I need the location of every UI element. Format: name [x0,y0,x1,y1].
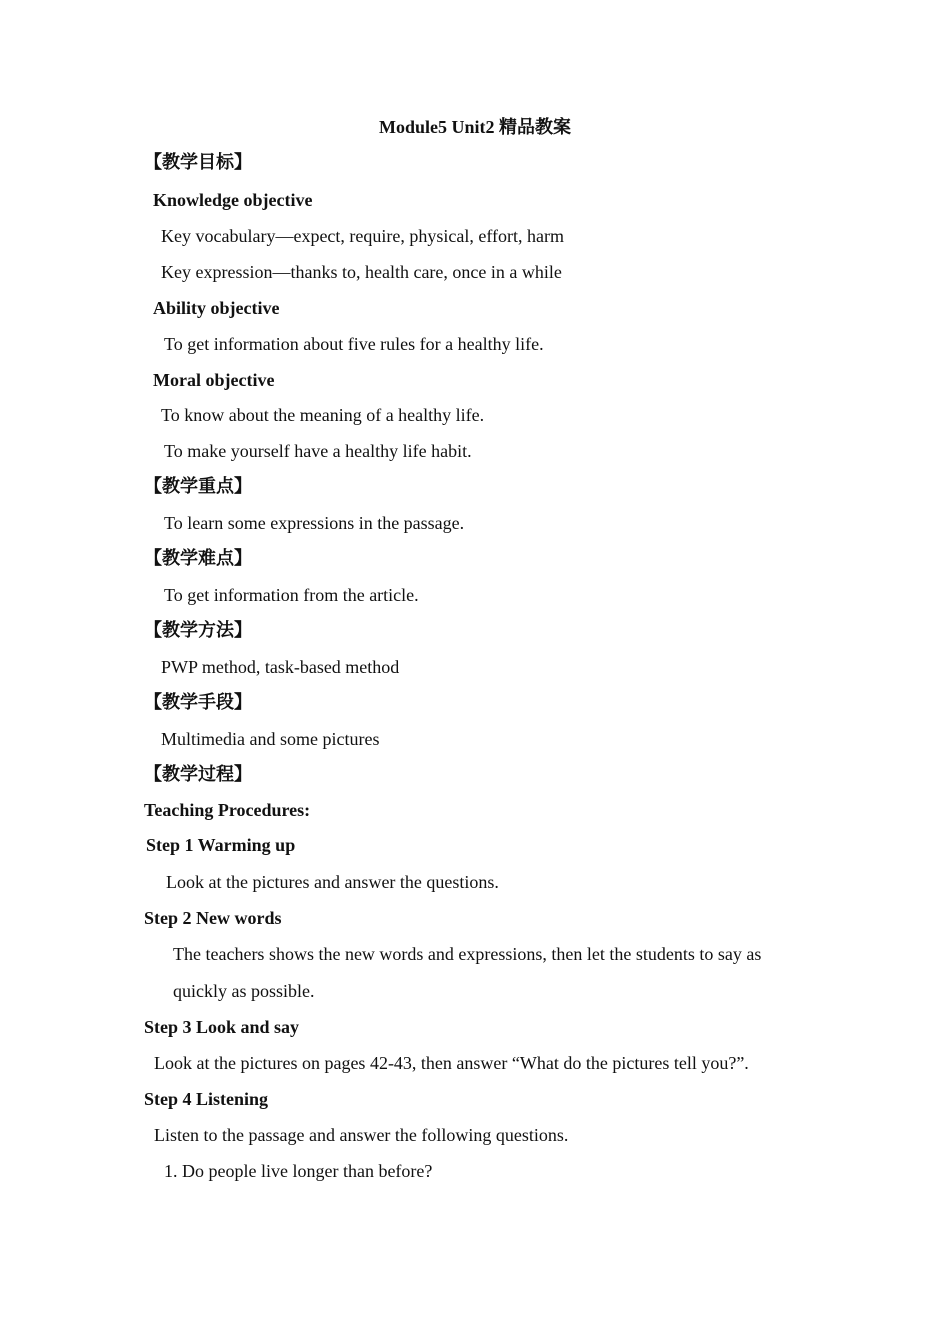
document-title: Module5 Unit2 精品教案 [378,117,571,137]
difficulties-text: To get information from the article. [164,585,419,605]
step-1-text: Look at the pictures and answer the questions. [166,872,499,892]
step-4-text: Listen to the passage and answer the following questions. [154,1125,569,1145]
knowledge-objective-heading: Knowledge objective [153,190,313,210]
ability-objective-text: To get information about five rules for a healthy life. [164,334,544,354]
knowledge-vocabulary: Key vocabulary—expect, require, physical, effort, harm [161,226,565,246]
difficulties-heading: 【教学难点】 [144,548,252,569]
methods-heading: 【教学方法】 [144,620,252,641]
ability-objective-heading: Ability objective [153,298,280,318]
teaching-aids-heading: 【教学手段】 [144,692,252,713]
moral-objective-text-1: To know about the meaning of a healthy life. [161,405,485,425]
teaching-procedures-heading: Teaching Procedures: [144,800,311,820]
step-2-text-line-1: The teachers shows the new words and expressions, then let the students to say as [173,944,762,964]
methods-text: PWP method, task-based method [161,657,400,677]
key-points-heading: 【教学重点】 [144,476,252,497]
step-2-heading: Step 2 New words [144,908,282,928]
step-3-text: Look at the pictures on pages 42-43, then answer “What do the pictures tell you?”. [154,1053,749,1073]
knowledge-expression: Key expression—thanks to, health care, once in a while [161,262,562,282]
step-1-heading: Step 1 Warming up [146,835,296,855]
teaching-aids-text: Multimedia and some pictures [161,729,380,749]
key-points-text: To learn some expressions in the passage. [164,513,465,533]
step-4-heading: Step 4 Listening [144,1089,269,1109]
objectives-heading: 【教学目标】 [144,152,252,173]
teaching-process-heading: 【教学过程】 [144,764,252,785]
step-3-heading: Step 3 Look and say [144,1017,300,1037]
moral-objective-heading: Moral objective [153,370,275,390]
step-4-question-1: 1. Do people live longer than before? [164,1161,433,1181]
moral-objective-text-2: To make yourself have a healthy life habit. [164,441,472,461]
step-2-text-line-2: quickly as possible. [173,981,315,1001]
